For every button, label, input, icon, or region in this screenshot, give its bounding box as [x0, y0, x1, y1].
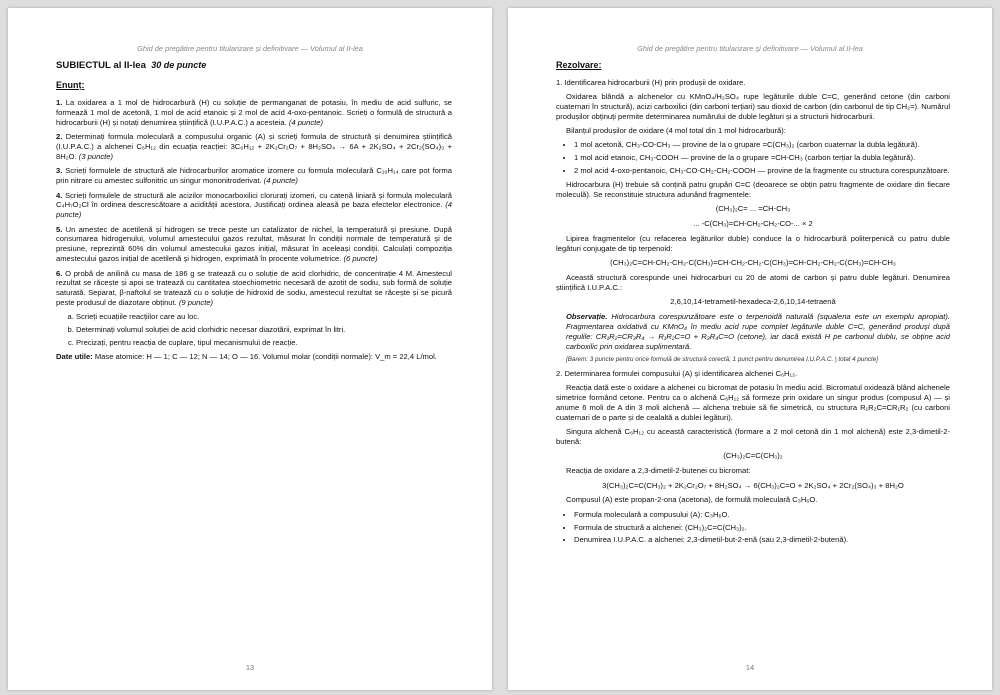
page-13 — [8, 8, 492, 690]
oxidation-products-list — [556, 140, 950, 176]
list-item: • Formula moleculară a compusului (A): C₃H₆O. — [574, 510, 950, 520]
question-points: (3 puncte) — [78, 151, 113, 161]
observation-text: Hidrocarbura corespunzătoare este o terpenoidă naturală (squalena este un exemplu apropiat). Fragmentarea oxidativă cu KMnO₄ în mediu acid rupe complet legăturile duble C=C, generând produși după regulile: CR₁R₂=CR₃R₄ → R₁R₂C=O + R₃R₄C=O (cetone), iar dacă există H pe carbonul dublu, se obține acid carboxilic prin oxidarea suplimentară. — [566, 312, 950, 351]
question-3 — [56, 166, 452, 186]
question-points: (4 puncte) — [263, 176, 298, 186]
question-points: (4 puncte) — [288, 117, 324, 127]
question-2 — [56, 132, 452, 162]
question-text: La oxidarea a 1 mol de hidrocarbură (H) cu soluție de permanganat de potasiu, în mediu de acid sulfuric, se formează 1 mol de acetonă, 1 mol de acid etanoic și 2 mol de acid 4-oxo-pentanoic. Scrieți o formulă de structură a hidrocarburii (H) și notați denumirea științifică (I.U.P.A.C.) a acesteia. — [56, 98, 452, 127]
solution-1-heading: 1. Identificarea hidrocarburii (H) prin produșii de oxidare. — [556, 77, 746, 87]
paragraph: Lipirea fragmentelor (cu refacerea legăturilor duble) conduce la o hidrocarbură politerpenică cu patru duble legături conjugate de tip terpenoid: — [556, 234, 950, 253]
observation-label: Observație. — [566, 312, 608, 322]
question-number: 6. — [56, 268, 63, 278]
page-number: 14 — [745, 663, 755, 672]
question-number: 5. — [56, 224, 63, 234]
question-6-subitems — [56, 312, 452, 348]
question-text: O probă de anilină cu masa de 186 g se tratează cu o soluție de acid clorhidric, de concentrație 4 M. Amestecul rezultat se răcește și apoi se tratează cu cantitatea stoechiometric necesară de azotit de sodiu, sub formă de soluție saturată. Separat, β-naftolul se tratează cu o soluție de hidroxid de sodiu, amestecul rezultat se răcește și se picură peste produsul de diazotare obținut. — [56, 268, 452, 308]
question-1 — [56, 98, 452, 128]
subitem-c: c. Precizați, pentru reacția de cuplare, tipul mecanismului de reacție. — [76, 338, 452, 348]
question-text: Scrieți formulele de structură ale acizilor monocarboxilici clorurați izomeri, cu catenă liniară și formula moleculară C₄H₇O₂Cl în ordinea descrescătoare a acidității acestora. Justificați ordinea aleasă pe baza efectelor electronice. — [56, 190, 452, 210]
paragraph: Singura alchenă C₆H₁₂ cu această caracteristică (formare a 2 mol cetonă din 1 mol alchenă) este 2,3-dimetil-2-butenă: — [556, 427, 950, 446]
question-points: (4 puncte) — [56, 200, 452, 220]
page-body — [56, 60, 452, 366]
structure-formula: (CH₃)₂C=C(CH₃)₂ — [723, 451, 783, 461]
question-number: 1. — [56, 98, 63, 108]
question-number: 4. — [56, 190, 63, 200]
paragraph: Compusul (A) este propan-2-ona (acetona), de formulă moleculară C₃H₆O. — [566, 495, 818, 505]
scoring-note: [Barem: 3 puncte pentru orice formulă de structură corectă; 1 punct pentru denumirea I.U.P.A.C. | total 4 puncte] — [566, 356, 878, 364]
paragraph: Reacția de oxidare a 2,3-dimetil-2-butenei cu bicromat: — [566, 466, 751, 476]
reaction-equation: 3(CH₃)₂C=C(CH₃)₂ + 2K₂Cr₂O₇ + 8H₂SO₄ → 6(CH₃)₂C=O + 2K₂SO₄ + 2Cr₂(SO₄)₃ + 8H₂O — [602, 480, 904, 490]
page-14 — [508, 8, 992, 690]
list-item: • Formula de structură a alchenei: (CH₃)₂C=C(CH₃)₂. — [574, 523, 950, 533]
subject-title — [56, 60, 452, 72]
paragraph: Reacția dată este o oxidare a alchenei cu bicromat de potasiu în mediu acid. Bicromatul oxidează blând alchenele simetrice formând cetone. Pentru ca o alchenă C₆H₁₂ să formeze prin oxidare un singur produs (compusul A) — și anume 6 moli de A din 3 moli alchenă — alchena trebuie să fie simetrică, cu structura R₁R₂C=CR₁R₂ (cu carboni cuaternari de o parte și de cealaltă a dublei legături). — [556, 383, 950, 422]
fragment-formula: ... -C(CH₃)=CH-CH₂-CH₂-CO-... × 2 — [693, 219, 813, 229]
subject-points: 30 de puncte — [151, 60, 207, 70]
solution-2-heading: 2. Determinarea formulei compusului (A) și identificarea alchenei C₆H₁₂. — [556, 368, 798, 378]
subitem-a: a. Scrieți ecuațiile reacțiilor care au loc. — [76, 312, 452, 322]
paragraph: Bilanțul produșilor de oxidare (4 mol total din 1 mol hidrocarbură): — [566, 126, 786, 136]
page-body — [556, 60, 950, 549]
question-number: 2. — [56, 132, 63, 142]
paragraph: Hidrocarbura (H) trebuie să conțină patru grupări C=C (deoarece se obțin patru fragmente de oxidare din fiecare moleculă). Se reconstituie structura adunând fragmentele: — [556, 180, 950, 199]
observation — [556, 312, 950, 351]
question-text: Determinați formula moleculară a compusului organic (A) și scrieți formula de structură și denumirea științifică (I.U.P.A.C.) a alchenei C₆H₁₂ din ecuația reacției: 3C₆H₁₂ + 2K₂Cr₂O₇ + 8H₂SO₄ → 6A + 2K₂SO₄ + 2Cr₂(SO₄)₃ + 8H₂O. — [56, 132, 452, 161]
useful-data-label: Date utile: — [56, 352, 93, 362]
section-heading-enunt: Enunț: — [56, 80, 85, 91]
question-points: (6 puncte) — [343, 254, 378, 264]
fragment-formula: (CH₃)₂C= ... =CH-CH₃ — [715, 204, 791, 214]
useful-data — [56, 352, 452, 362]
question-4 — [56, 191, 452, 221]
running-header: Ghid de pregătire pentru titularizare și definitivare — Volumul al II-lea — [137, 44, 363, 53]
subject-title-text: SUBIECTUL al II-lea — [56, 60, 146, 71]
summary-list — [556, 510, 950, 546]
list-item: • 2 mol acid 4-oxo-pentanoic, CH₃-CO-CH₂-CH₂-COOH — provine de la fragmente cu structura corespunzătoare. — [574, 166, 950, 176]
subitem-b: b. Determinați volumul soluției de acid clorhidric necesar diazotării, exprimat în litri. — [76, 325, 452, 335]
useful-data-text: Mase atomice: H — 1; C — 12; N — 14; O — 16. Volumul molar (condiții normale): V_m = 22,4 L/mol. — [94, 352, 437, 362]
question-text: Scrieți formulele de structură ale hidrocarburilor aromatice izomere cu formula moleculară C₁₀H₁₄ care pot forma prin nitrare cu amestec sulfonitric un singur mononitroderivat. — [56, 166, 452, 186]
iupac-name: 2,6,10,14-tetrametil-hexadeca-2,6,10,14-tetraenă — [670, 297, 836, 307]
running-header: Ghid de pregătire pentru titularizare și definitivare — Volumul al II-lea — [637, 44, 863, 53]
question-points: (9 puncte) — [178, 298, 214, 308]
paragraph: Această structură corespunde unei hidrocarburi cu 20 de atomi de carbon și patru duble legături. Denumirea științifică I.U.P.A.C.: — [556, 273, 950, 292]
list-item: • Denumirea I.U.P.A.C. a alchenei: 2,3-dimetil-but-2-enă (sau 2,3-dimetil-2-butenă). — [574, 535, 950, 545]
list-item: • 1 mol acid etanoic, CH₃-COOH — provine de la o grupare =CH-CH₃ (carbon terțiar la dubla legătură). — [574, 153, 950, 163]
question-number: 3. — [56, 166, 63, 176]
question-text: Un amestec de acetilenă și hidrogen se trece peste un catalizator de nichel, la temperatură și presiune. După consumarea hidrogenului, volumul amestecului gazos rezultat, măsurat în condiții normale de temperatură și de presiune, reprezintă 60% din volumul amestecului gazos inițial, măsurat în aceleași condiții. Calculați compoziția amestecului gazos inițial de acetilenă și hidrogen, exprimată în procente volumetrice. — [56, 224, 452, 264]
question-5 — [56, 225, 452, 264]
paragraph: Oxidarea blândă a alchenelor cu KMnO₄/H₂SO₄ rupe legăturile duble C=C, generând cetone (din carboni cuaternari în structură), acizi carboxilici (din carboni terțiari) sau dioxid de carbon (din carbonul de tip CH₂=). Numărul produșilor obținuți permite determinarea numărului de duble legături și a structurii hidrocarburii. — [556, 92, 950, 121]
page-number: 13 — [245, 663, 255, 672]
list-item: • 1 mol acetonă, CH₃-CO-CH₃ — provine de la o grupare =C(CH₃)₂ (carbon cuaternar la dubla legătură). — [574, 140, 950, 150]
question-6 — [56, 269, 452, 308]
structure-formula: (CH₃)₂C=CH-CH₂-CH₂-C(CH₃)=CH-CH₂-CH₂-C(CH₃)=CH-CH₂-CH₂-C(CH₃)=CH-CH₃ — [610, 258, 896, 268]
section-heading-rezolvare: Rezolvare: — [556, 60, 602, 70]
